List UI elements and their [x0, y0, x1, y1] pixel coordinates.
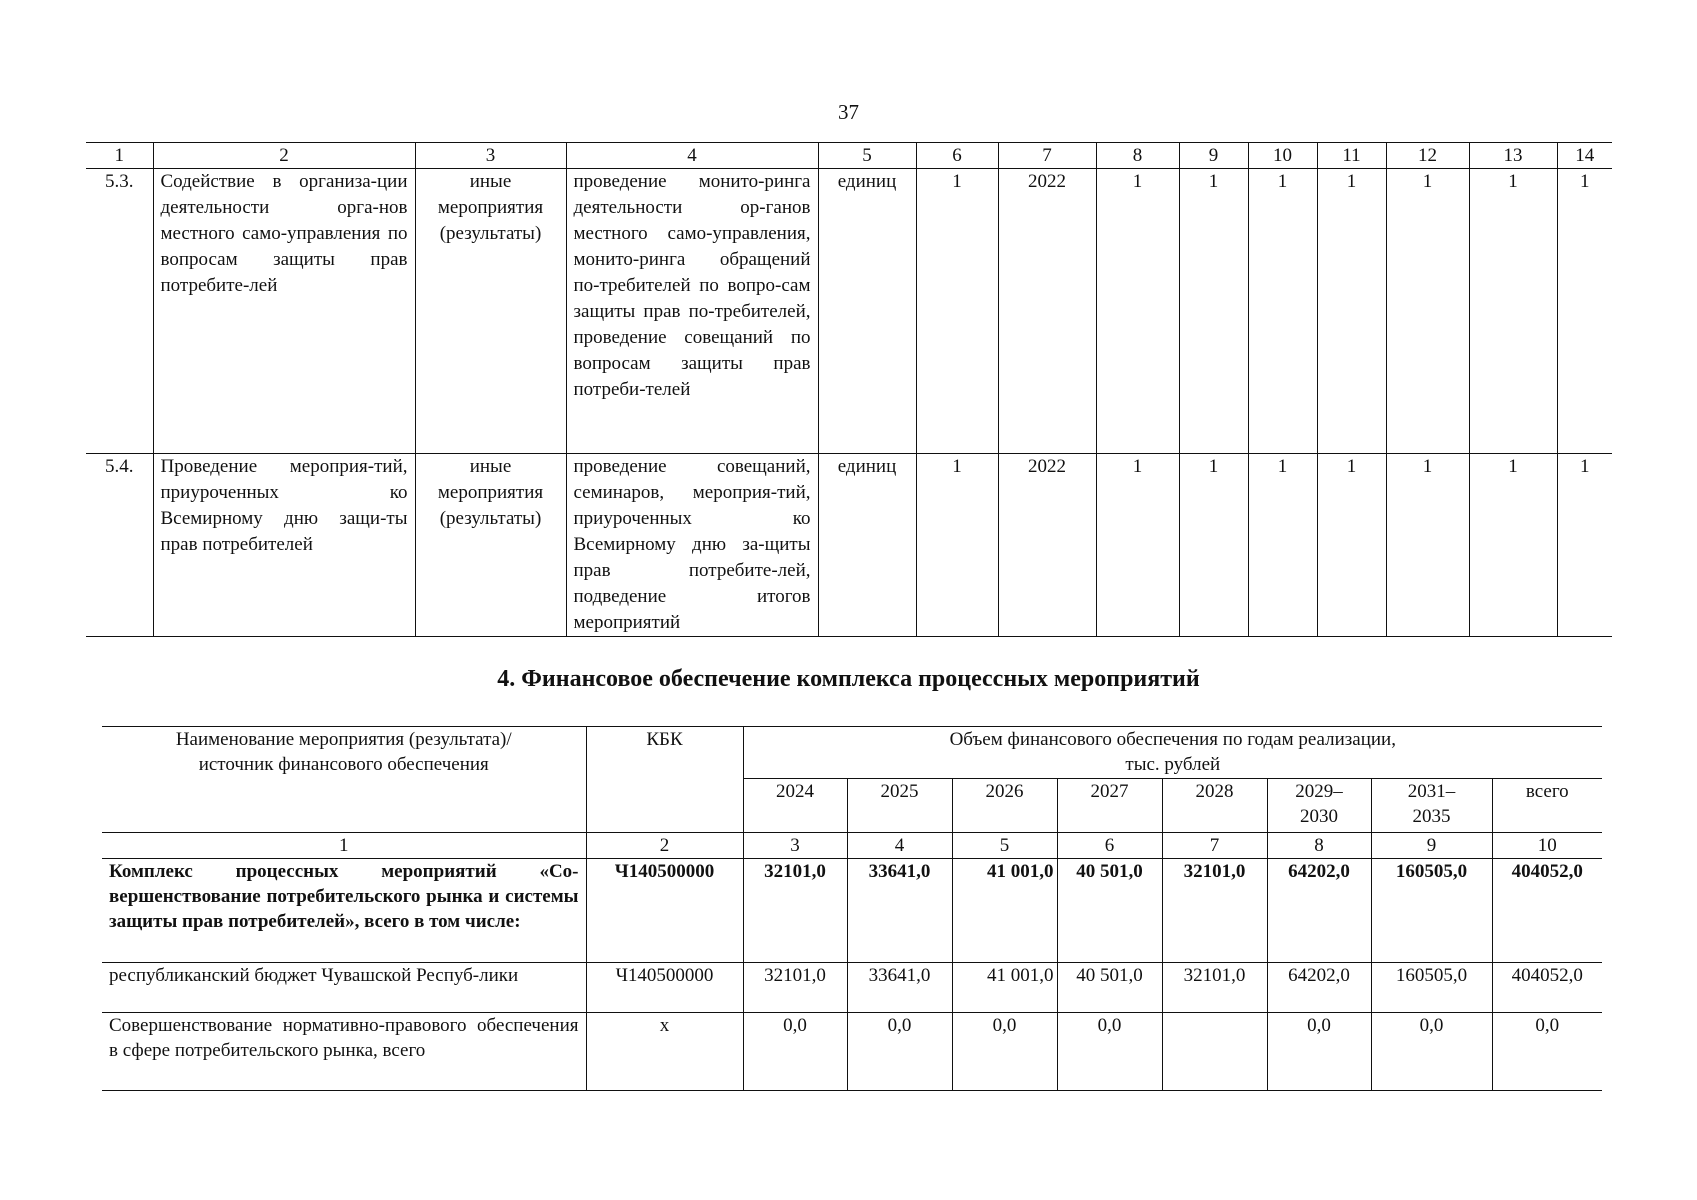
- base-year: 2022: [998, 169, 1096, 454]
- column-number: 3: [415, 143, 566, 169]
- year-header: 2029–2030: [1267, 779, 1371, 833]
- column-number: 5: [818, 143, 916, 169]
- value-cell: 404052,0: [1492, 963, 1602, 1013]
- column-number: 4: [847, 833, 952, 859]
- year-header: 2026: [952, 779, 1057, 833]
- row-number: 5.3.: [86, 169, 153, 454]
- table-row: [102, 963, 1602, 1013]
- column-number: 10: [1248, 143, 1317, 169]
- column-number: 10: [1492, 833, 1602, 859]
- value-cell: 1: [1317, 169, 1386, 454]
- measure-type: иные мероприятия (результаты): [415, 454, 566, 637]
- value-cell: 0,0: [1267, 1013, 1371, 1091]
- measure-name: Проведение мероприя-тий, приуроченных ко Всемирному дню защи-ты прав потребителей: [153, 454, 415, 637]
- value-cell: 1: [1179, 169, 1248, 454]
- column-number: 13: [1469, 143, 1557, 169]
- header-name: Наименование мероприятия (результата)/ источник финансового обеспечения: [102, 727, 586, 833]
- value-cell: 1: [1179, 454, 1248, 637]
- value-cell: 0,0: [1492, 1013, 1602, 1091]
- value-cell: 0,0: [1057, 1013, 1162, 1091]
- column-number: 14: [1557, 143, 1612, 169]
- measure-name: Содействие в организа-ции деятельности орга-нов местного само-управления по вопросам защиты прав потребите-лей: [153, 169, 415, 454]
- value-cell: 160505,0: [1371, 963, 1492, 1013]
- unit: единиц: [818, 454, 916, 637]
- value-cell: 0,0: [847, 1013, 952, 1091]
- page-number: 37: [838, 100, 859, 124]
- column-number: 3: [743, 833, 847, 859]
- value-cell: 40 501,0: [1057, 963, 1162, 1013]
- kbk-cell: х: [586, 1013, 743, 1091]
- table-row: [86, 169, 1612, 454]
- value-cell: 0,0: [952, 1013, 1057, 1091]
- value-cell: 160505,0: [1371, 859, 1492, 963]
- year-header: 2024: [743, 779, 847, 833]
- base-year: 2022: [998, 454, 1096, 637]
- measure-description: проведение монито-ринга деятельности ор-ганов местного само-управления, монито-ринга обращений по-требителей по вопро-сам защиты прав по-требителей, проведение совещаний по вопросам защиты прав потреби-телей: [566, 169, 818, 454]
- value-cell: 1: [1317, 454, 1386, 637]
- value-cell: 1: [1557, 169, 1612, 454]
- column-number: 1: [86, 143, 153, 169]
- year-header: 2028: [1162, 779, 1267, 833]
- table-header-row: [86, 143, 1612, 169]
- table-header-row: [102, 727, 1602, 779]
- value-cell: 64202,0: [1267, 963, 1371, 1013]
- unit: единиц: [818, 169, 916, 454]
- column-number: 2: [586, 833, 743, 859]
- value-cell: 1: [1469, 169, 1557, 454]
- year-header: 2027: [1057, 779, 1162, 833]
- value-cell: 1: [1096, 454, 1179, 637]
- base-value: 1: [916, 169, 998, 454]
- header-volume: Объем финансового обеспечения по годам реализации, тыс. рублей: [743, 727, 1602, 779]
- column-number: 6: [916, 143, 998, 169]
- value-cell: 1: [1386, 169, 1469, 454]
- year-header: 2025: [847, 779, 952, 833]
- value-cell: 1: [1248, 454, 1317, 637]
- column-number: 9: [1179, 143, 1248, 169]
- value-cell: 40 501,0: [1057, 859, 1162, 963]
- table-row: [102, 859, 1602, 963]
- value-cell: [1162, 1013, 1267, 1091]
- value-cell: 64202,0: [1267, 859, 1371, 963]
- row-name: Комплекс процессных мероприятий «Со-вершенствование потребительского рынка и системы защиты прав потребителей», всего в том числе:: [102, 859, 586, 963]
- value-cell: 1: [1248, 169, 1317, 454]
- column-number: 12: [1386, 143, 1469, 169]
- row-number: 5.4.: [86, 454, 153, 637]
- column-number: 8: [1267, 833, 1371, 859]
- value-cell: 32101,0: [1162, 963, 1267, 1013]
- column-number: 7: [1162, 833, 1267, 859]
- column-number: 1: [102, 833, 586, 859]
- column-number: 6: [1057, 833, 1162, 859]
- table-row: [86, 454, 1612, 637]
- column-number: 8: [1096, 143, 1179, 169]
- value-cell: 41 001,0: [952, 963, 1057, 1013]
- column-number: 5: [952, 833, 1057, 859]
- value-cell: 32101,0: [743, 963, 847, 1013]
- section-title: 4. Финансовое обеспечение комплекса процессных мероприятий: [497, 666, 1200, 692]
- column-numbers-row: [102, 833, 1602, 859]
- value-cell: 0,0: [1371, 1013, 1492, 1091]
- row-name: республиканский бюджет Чувашской Респуб-лики: [102, 963, 586, 1013]
- value-cell: 404052,0: [1492, 859, 1602, 963]
- column-number: 2: [153, 143, 415, 169]
- year-header: 2031–2035: [1371, 779, 1492, 833]
- value-cell: 32101,0: [1162, 859, 1267, 963]
- header-kbk: КБК: [586, 727, 743, 833]
- measure-type: иные мероприятия (результаты): [415, 169, 566, 454]
- value-cell: 41 001,0: [952, 859, 1057, 963]
- column-number: 4: [566, 143, 818, 169]
- kbk-cell: Ч140500000: [586, 963, 743, 1013]
- base-value: 1: [916, 454, 998, 637]
- column-number: 7: [998, 143, 1096, 169]
- column-number: 9: [1371, 833, 1492, 859]
- value-cell: 1: [1469, 454, 1557, 637]
- table-row: [102, 1013, 1602, 1091]
- value-cell: 1: [1096, 169, 1179, 454]
- kbk-cell: Ч140500000: [586, 859, 743, 963]
- value-cell: 32101,0: [743, 859, 847, 963]
- value-cell: 33641,0: [847, 963, 952, 1013]
- row-name: Совершенствование нормативно-правового обеспечения в сфере потребительского рынка, всего: [102, 1013, 586, 1091]
- value-cell: 33641,0: [847, 859, 952, 963]
- financing-table: [102, 726, 1602, 1091]
- value-cell: 1: [1386, 454, 1469, 637]
- measure-description: проведение совещаний, семинаров, мероприя-тий, приуроченных ко Всемирному дню за-щиты прав потребите-лей, подведение итогов мероприятий: [566, 454, 818, 637]
- indicators-table: [86, 142, 1612, 637]
- value-cell: 0,0: [743, 1013, 847, 1091]
- year-header: всего: [1492, 779, 1602, 833]
- value-cell: 1: [1557, 454, 1612, 637]
- column-number: 11: [1317, 143, 1386, 169]
